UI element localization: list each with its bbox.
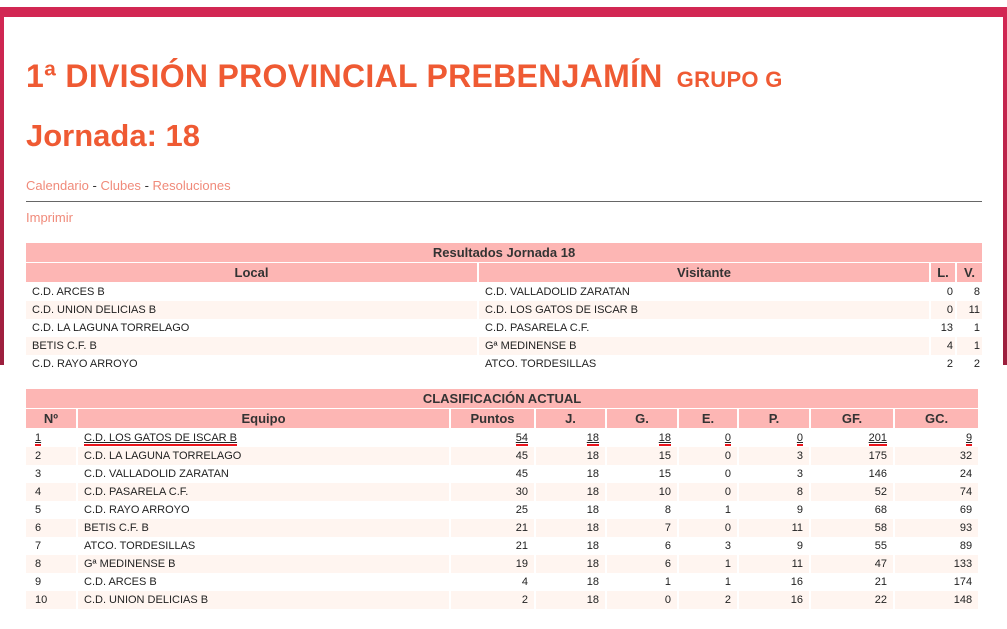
position-value: 6: [35, 522, 42, 534]
drawn: [679, 465, 737, 483]
local-team: C.D. RAYO ARROYO: [32, 358, 138, 370]
divider: [26, 201, 982, 202]
won-value: 1: [664, 576, 671, 588]
won: [607, 465, 677, 483]
col-goals-for: GF.: [811, 409, 893, 429]
lost: [739, 483, 809, 501]
lost: [739, 555, 809, 573]
position: [26, 591, 76, 609]
position-value: 1: [35, 432, 42, 444]
col-points: Puntos: [451, 409, 534, 429]
standings-row: [26, 429, 978, 447]
drawn: [679, 501, 737, 519]
played: [536, 591, 605, 609]
played: [536, 483, 605, 501]
lost-value: 0: [796, 432, 803, 444]
position-value: 3: [35, 468, 42, 480]
col-v: V.: [957, 263, 982, 283]
goals-against: [895, 519, 978, 537]
won: [607, 483, 677, 501]
position-value: 4: [35, 486, 42, 498]
goals-against-value: 133: [953, 558, 973, 570]
lost-value: 16: [790, 576, 803, 588]
drawn-value: 1: [724, 558, 731, 570]
goals-for-value: 47: [874, 558, 887, 570]
points-value: 21: [515, 522, 528, 534]
points-value: 30: [515, 486, 528, 498]
link-calendario[interactable]: Calendario: [26, 178, 89, 193]
goals-for: [811, 537, 893, 555]
team-name-value: C.D. VALLADOLID ZARATAN: [84, 468, 229, 480]
goals-against: [895, 591, 978, 609]
team-name-value: Gª MEDINENSE B: [84, 558, 176, 570]
result-row: [26, 301, 982, 319]
team-name-value: C.D. UNION DELICIAS B: [84, 594, 209, 606]
position: [26, 519, 76, 537]
won-value: 15: [658, 450, 671, 462]
col-won: G.: [607, 409, 677, 429]
lost-value: 8: [796, 486, 803, 498]
visitor-score: 11: [957, 301, 982, 319]
visitor-score: 1: [973, 322, 981, 334]
lost: [739, 591, 809, 609]
played-value: 18: [586, 576, 599, 588]
visitor-team: Gª MEDINENSE B: [479, 337, 929, 355]
position: [26, 483, 76, 501]
played-value: 18: [586, 486, 599, 498]
points-value: 19: [515, 558, 528, 570]
goals-for: [811, 519, 893, 537]
goals-against-value: 74: [959, 486, 973, 498]
result-row: [26, 319, 982, 337]
won-value: 10: [658, 486, 671, 498]
lost-value: 11: [791, 522, 803, 534]
visitor-score: 8: [973, 286, 981, 298]
local-score: 4: [931, 337, 955, 355]
team-name-value: C.D. ARCES B: [84, 576, 157, 588]
drawn-value: 1: [724, 576, 731, 588]
drawn-value: 0: [724, 486, 731, 498]
lost: [739, 465, 809, 483]
standings-row: [26, 537, 978, 555]
goals-against: [895, 555, 978, 573]
played-value: 18: [586, 504, 599, 516]
lost-value: 3: [796, 450, 803, 462]
played-value: 18: [586, 450, 599, 462]
col-team: Equipo: [78, 409, 449, 429]
played: [536, 465, 605, 483]
col-goals-against: GC.: [895, 409, 978, 429]
played-value: 18: [586, 540, 599, 552]
team-name-value: BETIS C.F. B: [84, 522, 149, 534]
won: [607, 537, 677, 555]
position-value: 10: [35, 594, 48, 606]
goals-for: [811, 501, 893, 519]
lost: [739, 429, 809, 447]
goals-against-value: 148: [953, 594, 973, 606]
goals-for-value: 52: [874, 486, 887, 498]
position-value: 2: [35, 450, 42, 462]
lost-value: 9: [796, 540, 803, 552]
results-title: Resultados Jornada 18: [26, 243, 982, 263]
team-name: [78, 429, 449, 447]
col-drawn: E.: [679, 409, 737, 429]
points: [451, 555, 534, 573]
left-border: [0, 17, 4, 365]
goals-for: [811, 465, 893, 483]
position: [26, 573, 76, 591]
goals-for: [811, 447, 893, 465]
won-value: 0: [664, 594, 671, 606]
team-name: [78, 537, 449, 555]
visitor-team: C.D. PASARELA C.F.: [485, 322, 590, 334]
position: [26, 429, 76, 447]
team-name: [78, 591, 449, 609]
goals-against: [895, 483, 978, 501]
goals-for: [811, 429, 893, 447]
goals-against-value: 9: [965, 432, 973, 444]
local-score: 2: [946, 358, 953, 370]
team-name: [78, 483, 449, 501]
results-table: [24, 243, 984, 373]
link-clubes[interactable]: Clubes: [100, 178, 141, 193]
lost-value: 3: [796, 468, 803, 480]
lost: [739, 501, 809, 519]
won: [607, 591, 677, 609]
points-value: 54: [515, 432, 528, 444]
visitor-team: C.D. VALLADOLID ZARATAN: [485, 286, 630, 298]
lost: [739, 537, 809, 555]
team-name-value: C.D. LA LAGUNA TORRELAGO: [84, 450, 242, 462]
goals-against-value: 93: [959, 522, 973, 534]
played-value: 18: [586, 468, 599, 480]
team-name: [78, 465, 449, 483]
standings-row: [26, 591, 978, 609]
position: [26, 537, 76, 555]
drawn: [679, 591, 737, 609]
local-team: C.D. UNION DELICIAS B: [26, 301, 477, 319]
local-score: 0: [931, 301, 955, 319]
goals-against: [895, 573, 978, 591]
team-name-value: C.D. RAYO ARROYO: [84, 504, 190, 516]
goals-against: [895, 465, 978, 483]
team-name-value: C.D. LOS GATOS DE ISCAR B: [84, 432, 238, 444]
position-value: 5: [35, 504, 42, 516]
goals-against-value: 24: [959, 468, 973, 480]
goals-for-value: 22: [874, 594, 887, 606]
played-value: 18: [586, 432, 599, 444]
goals-against: [895, 447, 978, 465]
won: [607, 519, 677, 537]
team-name: [78, 519, 449, 537]
col-visitante: Visitante: [479, 263, 929, 283]
drawn: [679, 555, 737, 573]
visitor-team: C.D. LOS GATOS DE ISCAR B: [479, 301, 929, 319]
separator: -: [92, 178, 97, 193]
standings-row: [26, 573, 978, 591]
goals-against-value: 32: [959, 450, 973, 462]
division-title: 1ª DIVISIÓN PROVINCIAL PREBENJAMÍN: [26, 58, 663, 94]
drawn-value: 3: [724, 540, 731, 552]
drawn-value: 1: [724, 504, 731, 516]
local-team: BETIS C.F. B: [26, 337, 477, 355]
right-border: [1003, 17, 1007, 365]
won-value: 15: [658, 468, 671, 480]
position: [26, 465, 76, 483]
visitor-score: 1: [957, 337, 982, 355]
drawn-value: 0: [724, 522, 731, 534]
played: [536, 573, 605, 591]
goals-against: [895, 537, 978, 555]
goals-for: [811, 555, 893, 573]
goals-against: [895, 501, 978, 519]
played: [536, 429, 605, 447]
lost: [739, 519, 809, 537]
standings-title: CLASIFICACIÓN ACTUAL: [26, 389, 978, 409]
round-title: Jornada: 18: [26, 118, 201, 153]
lost-value: 9: [796, 504, 803, 516]
local-team: C.D. LA LAGUNA TORRELAGO: [32, 322, 190, 334]
won-value: 8: [664, 504, 671, 516]
position: [26, 555, 76, 573]
local-score: 0: [946, 286, 953, 298]
lost-value: 11: [791, 558, 803, 570]
won: [607, 447, 677, 465]
lost: [739, 447, 809, 465]
team-name-value: ATCO. TORDESILLAS: [84, 540, 196, 552]
col-played: J.: [536, 409, 605, 429]
position-value: 8: [35, 558, 42, 570]
goals-for-value: 68: [874, 504, 887, 516]
played: [536, 519, 605, 537]
drawn: [679, 483, 737, 501]
team-name: [78, 555, 449, 573]
team-name: [78, 501, 449, 519]
visitor-score: 2: [973, 358, 981, 370]
local-team: C.D. ARCES B: [32, 286, 105, 298]
position: [26, 501, 76, 519]
goals-for-value: 201: [868, 432, 887, 444]
page-title: [26, 58, 783, 95]
drawn: [679, 573, 737, 591]
lost: [739, 573, 809, 591]
lost-value: 16: [790, 594, 803, 606]
standings-row: [26, 447, 978, 465]
points: [451, 501, 534, 519]
goals-for-value: 21: [874, 576, 887, 588]
drawn: [679, 537, 737, 555]
drawn: [679, 429, 737, 447]
result-row: [26, 283, 982, 301]
col-position: Nº: [26, 409, 76, 429]
goals-against-value: 174: [953, 576, 973, 588]
played: [536, 537, 605, 555]
drawn-value: 0: [724, 432, 731, 444]
won-value: 6: [664, 540, 671, 552]
points: [451, 537, 534, 555]
goals-against-value: 89: [959, 540, 973, 552]
played-value: 18: [586, 558, 599, 570]
visitor-team: ATCO. TORDESILLAS: [485, 358, 597, 370]
col-l: L.: [931, 263, 955, 283]
points: [451, 447, 534, 465]
played: [536, 501, 605, 519]
result-row: [26, 337, 982, 355]
group-label: GRUPO G: [676, 67, 783, 92]
played-value: 18: [586, 522, 599, 534]
won: [607, 429, 677, 447]
won-value: 6: [664, 558, 671, 570]
drawn: [679, 519, 737, 537]
points: [451, 465, 534, 483]
goals-for-value: 55: [874, 540, 887, 552]
played: [536, 555, 605, 573]
print-link[interactable]: Imprimir: [26, 210, 73, 225]
points: [451, 483, 534, 501]
standings-table: [24, 389, 980, 609]
nav-links: [26, 178, 231, 193]
drawn-value: 2: [724, 594, 731, 606]
won: [607, 501, 677, 519]
standings-row: [26, 501, 978, 519]
points-value: 25: [515, 504, 528, 516]
drawn: [679, 447, 737, 465]
top-bar: [0, 7, 1007, 17]
won-value: 7: [664, 522, 671, 534]
won: [607, 573, 677, 591]
team-name: [78, 573, 449, 591]
points: [451, 519, 534, 537]
col-local: Local: [26, 263, 477, 283]
won: [607, 555, 677, 573]
local-score: 13: [940, 322, 953, 334]
col-lost: P.: [739, 409, 809, 429]
goals-for-value: 146: [868, 468, 887, 480]
points-value: 4: [521, 576, 528, 588]
points-value: 2: [521, 594, 528, 606]
goals-for: [811, 483, 893, 501]
standings-row: [26, 555, 978, 573]
points: [451, 429, 534, 447]
played-value: 18: [586, 594, 599, 606]
team-name: [78, 447, 449, 465]
standings-row: [26, 483, 978, 501]
points-value: 45: [515, 468, 528, 480]
separator: -: [144, 178, 149, 193]
goals-for-value: 58: [874, 522, 887, 534]
position-value: 7: [35, 540, 42, 552]
standings-row: [26, 519, 978, 537]
position-value: 9: [35, 576, 42, 588]
goals-for: [811, 591, 893, 609]
points-value: 45: [515, 450, 528, 462]
team-name-value: C.D. PASARELA C.F.: [84, 486, 189, 498]
played: [536, 447, 605, 465]
standings-row: [26, 465, 978, 483]
goals-against: [895, 429, 978, 447]
drawn-value: 0: [724, 450, 731, 462]
drawn-value: 0: [724, 468, 731, 480]
won-value: 18: [658, 432, 671, 444]
goals-against-value: 69: [959, 504, 973, 516]
position: [26, 447, 76, 465]
link-resoluciones[interactable]: Resoluciones: [152, 178, 231, 193]
points: [451, 573, 534, 591]
goals-for: [811, 573, 893, 591]
points-value: 21: [515, 540, 528, 552]
goals-for-value: 175: [868, 450, 887, 462]
result-row: [26, 355, 982, 373]
points: [451, 591, 534, 609]
